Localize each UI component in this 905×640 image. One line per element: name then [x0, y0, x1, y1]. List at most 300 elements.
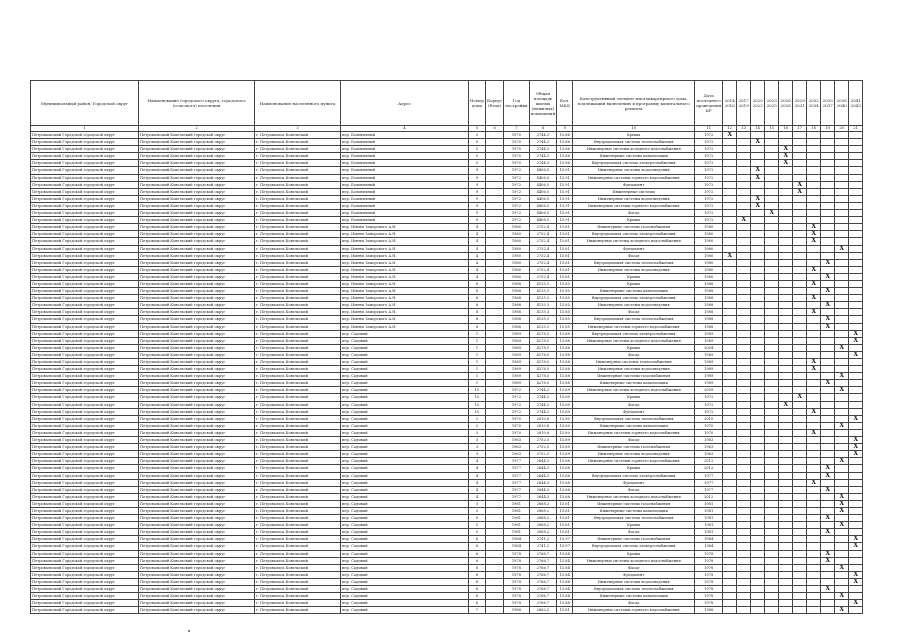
table-row [31, 422, 863, 429]
period-cell [751, 380, 765, 387]
cell-count: 15,68 [557, 458, 573, 465]
period-cell [793, 344, 807, 351]
period-cell [751, 401, 765, 408]
cell-last-repair: 1981 [695, 500, 723, 507]
cell-count: 15,68 [557, 479, 573, 486]
cell-street: пер. Садовый [341, 373, 469, 380]
cell-last-repair: 2010 [695, 415, 723, 422]
cell-settlement: Петровальский Ковельский городской округ [139, 351, 255, 358]
period-cell [849, 422, 863, 429]
cell-locality: г. Петровальск Ковельский [255, 380, 341, 387]
period-cell [835, 288, 849, 295]
period-cell [793, 536, 807, 543]
period-cell [751, 238, 765, 245]
cell-last-repair: 1981 [695, 515, 723, 522]
table-row [31, 437, 863, 444]
period-cell [751, 515, 765, 522]
table-row [31, 486, 863, 493]
cell-district: Петровальский Городской городской округ [31, 132, 139, 139]
cell-last-repair: 1980 [695, 252, 723, 259]
cell-district: Петровальский Городской городской округ [31, 210, 139, 217]
cell-area: 2868,2 [529, 529, 557, 536]
cell-year: 1988 [504, 302, 529, 309]
cell-last-repair: 1972 [695, 160, 723, 167]
cell-block [485, 486, 503, 493]
cell-settlement: Петровальский Ковельский городской округ [139, 444, 255, 451]
column-header: 2032 2034 [807, 81, 821, 126]
period-cell [751, 408, 765, 415]
period-cell [793, 607, 807, 614]
cell-last-repair: 1972 [695, 408, 723, 415]
period-cell [779, 429, 793, 436]
cell-element: Инженерные системы канализации [573, 593, 695, 600]
period-cell [807, 195, 821, 202]
period-cell: X [807, 479, 821, 486]
period-cell [793, 245, 807, 252]
cell-area: 2644,3 [529, 472, 557, 479]
cell-locality: г. Петровальск Ковельский [255, 600, 341, 607]
cell-street: пер. Садовый [341, 401, 469, 408]
period-cell [793, 132, 807, 139]
period-cell [807, 288, 821, 295]
period-cell: X [737, 217, 751, 224]
period-cell: X [821, 288, 835, 295]
cell-settlement: Петровальский Ковельский городской округ [139, 295, 255, 302]
cell-element: Инженерные системы водоотведения [573, 195, 695, 202]
period-cell [737, 337, 751, 344]
period-cell: X [821, 316, 835, 323]
period-cell [779, 280, 793, 287]
cell-area: 2752,4 [529, 245, 557, 252]
period-cell [821, 210, 835, 217]
period-cell [765, 202, 779, 209]
period-cell [765, 422, 779, 429]
period-cell [751, 280, 765, 287]
table-row [31, 316, 863, 323]
period-cell [765, 273, 779, 280]
period-cell [807, 451, 821, 458]
cell-district: Петровальский Городской городской округ [31, 451, 139, 458]
period-cell [849, 522, 863, 529]
table-row [31, 245, 863, 252]
period-cell [737, 515, 751, 522]
cell-count: 15,91 [557, 181, 573, 188]
period-cell [821, 507, 835, 514]
period-cell [807, 217, 821, 224]
cell-count: 15,61 [557, 522, 573, 529]
period-cell [835, 578, 849, 585]
cell-year: 1972 [504, 394, 529, 401]
period-cell [765, 139, 779, 146]
period-cell [723, 564, 737, 571]
cell-street: пер. Садовый [341, 557, 469, 564]
cell-last-repair: 1980 [695, 259, 723, 266]
period-cell [793, 302, 807, 309]
period-cell [737, 543, 751, 550]
cell-element: Фасад [573, 437, 695, 444]
cell-house: 1 [469, 337, 486, 344]
cell-street: пер. Больничный [341, 146, 469, 153]
period-cell [751, 536, 765, 543]
period-cell [765, 174, 779, 181]
cell-locality: г. Петровальск Ковельский [255, 344, 341, 351]
cell-year: 1984 [504, 543, 529, 550]
cell-count: 15,84 [557, 550, 573, 557]
period-cell [723, 224, 737, 231]
period-cell [793, 266, 807, 273]
cell-count: 15,84 [557, 571, 573, 578]
cell-block [485, 373, 503, 380]
period-cell [723, 472, 737, 479]
cell-house: 6 [469, 557, 486, 564]
period-cell [779, 266, 793, 273]
cell-settlement: Петровальский Ковельский городской округ [139, 288, 255, 295]
period-cell [723, 359, 737, 366]
table-row [31, 167, 863, 174]
period-cell [793, 550, 807, 557]
cell-house: 6 [469, 550, 486, 557]
period-cell [821, 458, 835, 465]
cell-year: 1972 [504, 210, 529, 217]
column-number: 3 [255, 126, 341, 132]
period-cell [723, 479, 737, 486]
period-cell: X [751, 174, 765, 181]
cell-count: 15,88 [557, 359, 573, 366]
period-cell [807, 557, 821, 564]
period-cell [765, 160, 779, 167]
cell-area: 2766,7 [529, 578, 557, 585]
column-header: Дата последнего проведения КР [695, 81, 723, 126]
cell-street: пер. Больничный [341, 132, 469, 139]
cell-block [485, 522, 503, 529]
cell-house: 9 [469, 195, 486, 202]
period-cell: X [779, 160, 793, 167]
cell-element: Фундамент [573, 479, 695, 486]
cell-count: 15,88 [557, 380, 573, 387]
cell-house: 3 [469, 437, 486, 444]
period-cell [723, 266, 737, 273]
period-cell [807, 486, 821, 493]
period-cell [835, 408, 849, 415]
cell-block [485, 366, 503, 373]
cell-district: Петровальский Городской городской округ [31, 465, 139, 472]
period-cell [821, 231, 835, 238]
cell-settlement: Петровальский Ковельский городской округ [139, 160, 255, 167]
period-cell [737, 529, 751, 536]
period-cell [751, 231, 765, 238]
cell-block [485, 451, 503, 458]
period-cell [737, 536, 751, 543]
cell-street: пер. Имени Заморского А.Н. [341, 288, 469, 295]
period-cell [807, 245, 821, 252]
cell-last-repair: 1977 [695, 479, 723, 486]
period-cell [779, 451, 793, 458]
period-cell [807, 188, 821, 195]
cell-area: 4406,5 [529, 181, 557, 188]
period-cell [849, 472, 863, 479]
cell-count: 15,84 [557, 593, 573, 600]
period-cell [807, 564, 821, 571]
cell-year: 1988 [504, 316, 529, 323]
period-cell [807, 337, 821, 344]
column-number: 14 [751, 126, 765, 132]
period-cell [835, 316, 849, 323]
period-cell [807, 578, 821, 585]
cell-year: 1977 [504, 458, 529, 465]
period-cell: X [807, 280, 821, 287]
cell-element: Крыша [573, 217, 695, 224]
cell-house: 5 [469, 507, 486, 514]
cell-year: 1980 [504, 252, 529, 259]
column-number: 10 [573, 126, 695, 132]
cell-street: пер. Садовый [341, 593, 469, 600]
cell-block [485, 316, 503, 323]
period-cell [807, 422, 821, 429]
cell-element: Инженерные системы теплоснабжения [573, 359, 695, 366]
period-cell [779, 316, 793, 323]
period-cell [779, 323, 793, 330]
cell-locality: г. Петровальск Ковельский [255, 408, 341, 415]
cell-house: 9 [469, 174, 486, 181]
cell-street: пер. Больничный [341, 217, 469, 224]
column-number: 6 [485, 126, 503, 132]
cell-settlement: Петровальский Ковельский городской округ [139, 359, 255, 366]
cell-element: Крыша [573, 465, 695, 472]
cell-street: пер. Больничный [341, 195, 469, 202]
cell-element: Инженерные системы газоснабжения [573, 224, 695, 231]
cell-house: 6 [469, 536, 486, 543]
period-cell [751, 437, 765, 444]
period-cell [821, 252, 835, 259]
cell-area: 2868,2 [529, 522, 557, 529]
cell-year: 1988 [504, 280, 529, 287]
period-cell [737, 344, 751, 351]
column-number: 5 [469, 126, 486, 132]
cell-block [485, 564, 503, 571]
cell-last-repair: 1972 [695, 210, 723, 217]
cell-house: 7 [469, 607, 486, 614]
cell-settlement: Петровальский Ковельский городской округ [139, 415, 255, 422]
cell-house: 2 [469, 422, 486, 429]
period-cell [793, 373, 807, 380]
period-cell [849, 167, 863, 174]
period-cell: X [793, 394, 807, 401]
cell-last-repair: 1978 [695, 557, 723, 564]
column-number: 9 [557, 126, 573, 132]
cell-street: пер. Больничный [341, 210, 469, 217]
period-cell [849, 174, 863, 181]
period-cell [751, 210, 765, 217]
column-header: 2026 2028 [779, 81, 793, 126]
period-cell [723, 380, 737, 387]
cell-block [485, 380, 503, 387]
table-row [31, 500, 863, 507]
cell-last-repair: 1972 [695, 195, 723, 202]
cell-count: 15,91 [557, 167, 573, 174]
cell-settlement: Петровальский Ковельский городской округ [139, 486, 255, 493]
cell-house: 4 [469, 238, 486, 245]
period-cell [793, 422, 807, 429]
cell-street: пер. Садовый [341, 564, 469, 571]
cell-element: Фасад [573, 600, 695, 607]
cell-count: 15,61 [557, 515, 573, 522]
period-cell [835, 323, 849, 330]
cell-locality: г. Петровальск Ковельский [255, 323, 341, 330]
cell-block [485, 557, 503, 564]
cell-count: 15,89 [557, 451, 573, 458]
cell-district: Петровальский Городской городской округ [31, 571, 139, 578]
cell-house: 6 [469, 578, 486, 585]
period-cell [723, 543, 737, 550]
cell-street: пер. Садовый [341, 472, 469, 479]
cell-area: 2744,3 [529, 146, 557, 153]
period-cell [751, 188, 765, 195]
period-cell [737, 593, 751, 600]
period-cell [807, 373, 821, 380]
period-cell [751, 586, 765, 593]
cell-year: 1970 [504, 415, 529, 422]
period-cell: X [849, 543, 863, 550]
period-cell: X [849, 536, 863, 543]
period-cell [835, 266, 849, 273]
cell-year: 1989 [504, 330, 529, 337]
period-cell [835, 437, 849, 444]
period-cell [765, 288, 779, 295]
cell-street: пер. Садовый [341, 536, 469, 543]
period-cell [723, 437, 737, 444]
period-cell [751, 529, 765, 536]
cell-street: пер. Садовый [341, 337, 469, 344]
period-cell: X [807, 224, 821, 231]
cell-block [485, 309, 503, 316]
period-cell [793, 351, 807, 358]
table-row [31, 139, 863, 146]
cell-block [485, 493, 503, 500]
cell-area: 2752,5 [529, 451, 557, 458]
cell-street: пер. Имени Заморского А.Н. [341, 252, 469, 259]
period-cell [765, 515, 779, 522]
period-cell [751, 266, 765, 273]
period-cell [765, 607, 779, 614]
cell-house: 8 [469, 280, 486, 287]
cell-locality: г. Петровальск Ковельский [255, 394, 341, 401]
cell-district: Петровальский Городской городской округ [31, 139, 139, 146]
cell-block [485, 302, 503, 309]
cell-last-repair: 2009 [695, 387, 723, 394]
cell-settlement: Петровальский Ковельский городской округ [139, 564, 255, 571]
cell-year: 1978 [504, 571, 529, 578]
column-header: Адрес [341, 81, 469, 126]
period-cell [835, 451, 849, 458]
cell-last-repair: 1988 [695, 280, 723, 287]
period-cell [765, 437, 779, 444]
period-cell [737, 146, 751, 153]
period-cell [807, 210, 821, 217]
cell-locality: г. Петровальск Ковельский [255, 139, 341, 146]
period-cell [765, 543, 779, 550]
cell-locality: г. Петровальск Ковельский [255, 550, 341, 557]
period-cell [793, 437, 807, 444]
cell-area: 4278,5 [529, 344, 557, 351]
cell-count: 15,97 [557, 543, 573, 550]
period-cell [737, 486, 751, 493]
period-cell [793, 465, 807, 472]
capital-repair-table [30, 80, 863, 614]
period-cell [779, 571, 793, 578]
period-cell [751, 366, 765, 373]
period-cell [723, 444, 737, 451]
period-cell [849, 380, 863, 387]
cell-year: 1980 [504, 231, 529, 238]
cell-year: 1984 [504, 536, 529, 543]
cell-element: Инженерные системы канализации [573, 507, 695, 514]
period-cell [835, 394, 849, 401]
period-cell [821, 153, 835, 160]
cell-area: 4135,3 [529, 302, 557, 309]
period-cell: X [835, 564, 849, 571]
cell-area: 2766,7 [529, 586, 557, 593]
period-cell [807, 415, 821, 422]
period-cell [779, 394, 793, 401]
cell-element: Инженерные системы канализации [573, 422, 695, 429]
period-cell [765, 231, 779, 238]
period-cell [807, 344, 821, 351]
cell-block [485, 231, 503, 238]
period-cell [765, 280, 779, 287]
cell-locality: г. Петровальск Ковельский [255, 252, 341, 259]
period-cell [779, 366, 793, 373]
cell-area: 2752,4 [529, 266, 557, 273]
period-cell [807, 507, 821, 514]
cell-year: 1963 [504, 451, 529, 458]
table-row [31, 295, 863, 302]
period-cell [737, 578, 751, 585]
cell-settlement: Петровальский Ковельский городской округ [139, 337, 255, 344]
cell-last-repair: 1978 [695, 550, 723, 557]
cell-element: Фасад [573, 252, 695, 259]
period-cell [793, 522, 807, 529]
period-cell [821, 578, 835, 585]
period-cell [849, 252, 863, 259]
period-cell [779, 167, 793, 174]
cell-district: Петровальский Городской городской округ [31, 273, 139, 280]
cell-street: пер. Садовый [341, 515, 469, 522]
period-cell [807, 146, 821, 153]
cell-block [485, 295, 503, 302]
cell-element: Инженерные системы водоотведения [573, 578, 695, 585]
period-cell [723, 167, 737, 174]
cell-house: 4 [469, 224, 486, 231]
period-cell [849, 288, 863, 295]
period-cell [737, 380, 751, 387]
cell-locality: г. Петровальск Ковельский [255, 444, 341, 451]
table-row [31, 557, 863, 564]
cell-house: 5 [469, 522, 486, 529]
period-cell [751, 493, 765, 500]
cell-last-repair: 1977 [695, 486, 723, 493]
cell-locality: г. Петровальск Ковельский [255, 302, 341, 309]
cell-house: 3 [469, 451, 486, 458]
table-row [31, 387, 863, 394]
cell-area: 2744,2 [529, 387, 557, 394]
period-cell [779, 515, 793, 522]
period-cell [779, 259, 793, 266]
cell-settlement: Петровальский Ковельский городской округ [139, 259, 255, 266]
cell-area: 2766,7 [529, 557, 557, 564]
period-cell [723, 486, 737, 493]
period-cell [765, 415, 779, 422]
cell-last-repair: 1988 [695, 309, 723, 316]
